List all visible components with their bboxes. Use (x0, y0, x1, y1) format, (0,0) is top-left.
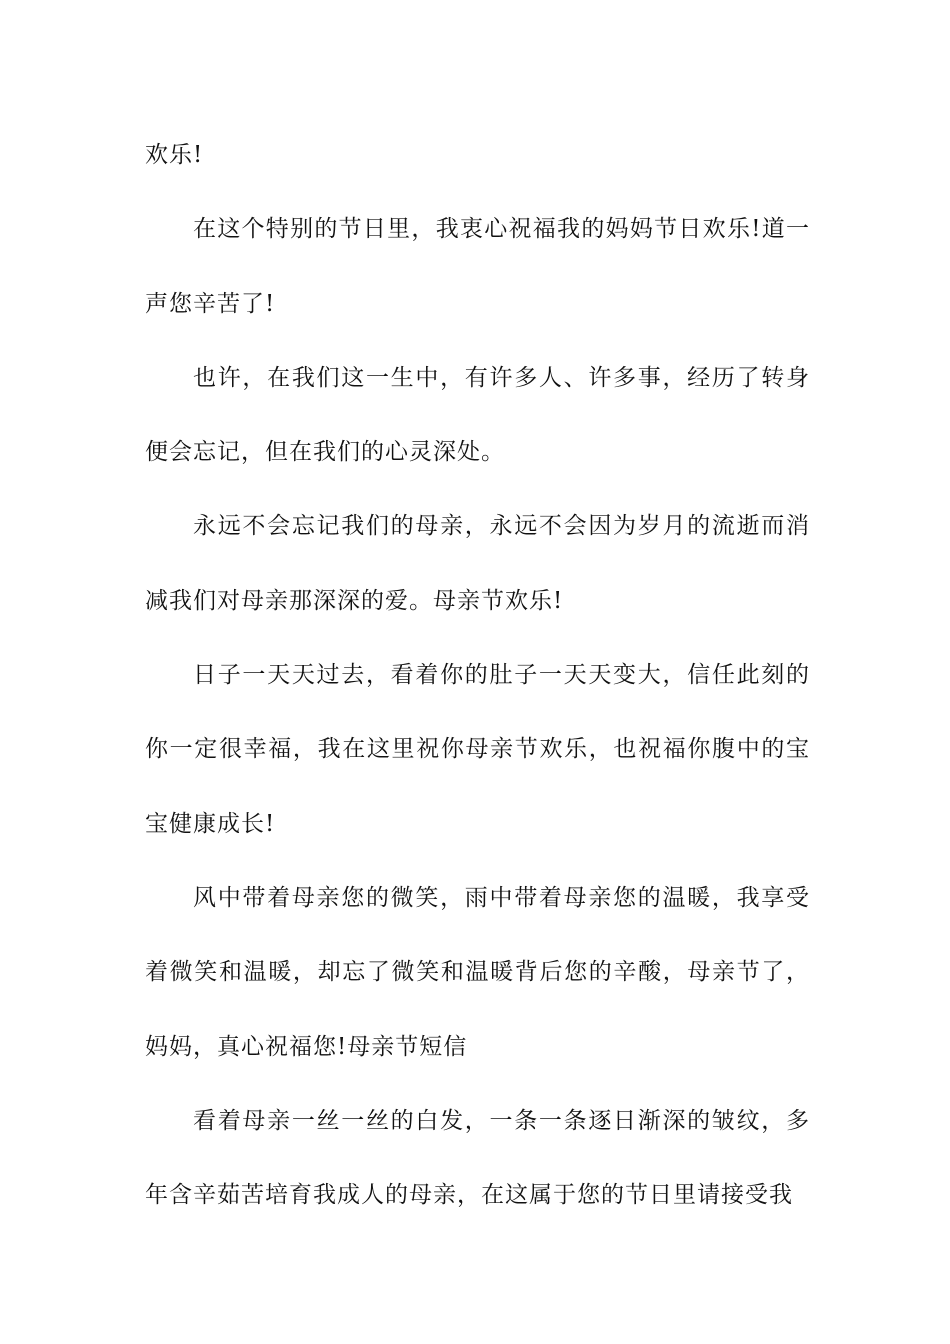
document-body (145, 118, 810, 1232)
paragraph: 日子一天天过去，看着你的肚子一天天变大，信任此刻的你一定很幸福，我在这里祝你母亲节欢乐，也祝福你腹中的宝宝健康成长! (145, 662, 810, 837)
paragraph-continuation: 欢乐! (145, 142, 204, 168)
paragraph: 看着母亲一丝一丝的白发，一条一条逐日渐深的皱纹，多年含辛茹苦培育我成人的母亲，在这属于您的节日里请接受我 (145, 1107, 810, 1209)
paragraph: 永远不会忘记我们的母亲，永远不会因为岁月的流逝而消减我们对母亲那深深的爱。母亲节欢乐! (145, 513, 810, 614)
paragraph: 也许，在我们这一生中，有许多人、许多事，经历了转身便会忘记，但在我们的心灵深处。 (145, 364, 810, 466)
paragraph: 风中带着母亲您的微笑，雨中带着母亲您的温暖，我享受着微笑和温暖，却忘了微笑和温暖背后您的辛酸，母亲节了，妈妈，真心祝福您!母亲节短信 (145, 884, 810, 1060)
paragraph: 在这个特别的节日里，我衷心祝福我的妈妈节日欢乐!道一声您辛苦了! (145, 216, 810, 317)
